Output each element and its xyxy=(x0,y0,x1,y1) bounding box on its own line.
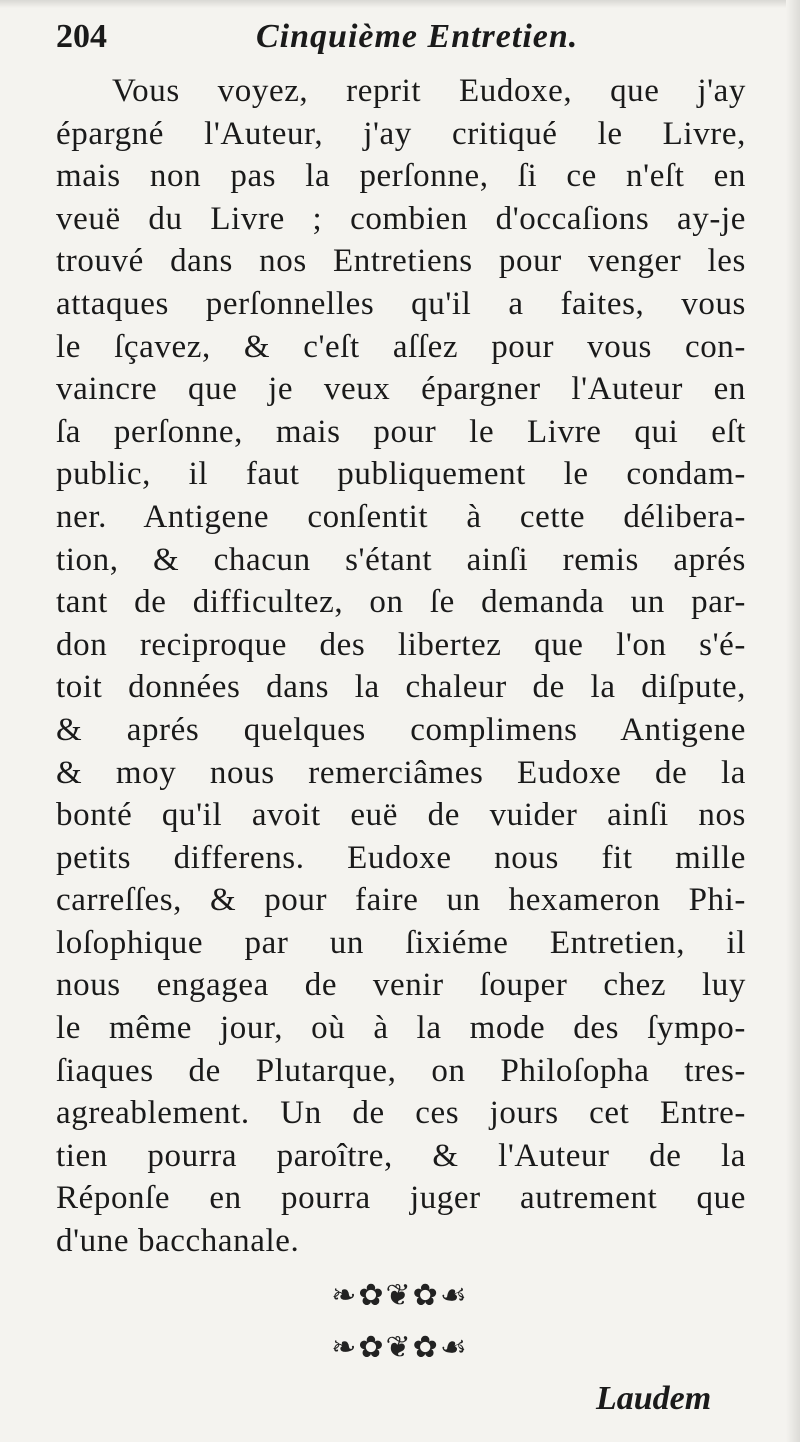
text-line: le même jour, où à la mode des ſympo- xyxy=(56,1010,746,1047)
text-line: & moy nous remerciâmes Eudoxe de la xyxy=(56,754,746,791)
text-line: mais non pas la perſonne, ſi ce n'eſt en xyxy=(56,158,746,195)
page-header xyxy=(56,18,756,66)
page-top-shadow xyxy=(0,0,800,8)
text-line: bonté qu'il avoit euë de vuider ainſi nos xyxy=(56,797,746,834)
text-line: attaques perſonnelles qu'il a faites, vous xyxy=(56,285,746,322)
page-gutter-shadow xyxy=(786,0,800,1442)
catchword: Laudem xyxy=(596,1380,712,1417)
text-line: don reciproque des libertez que l'on s'é- xyxy=(56,626,746,663)
text-line: veuë du Livre ; combien d'occaſions ay-je xyxy=(56,200,746,237)
fleuron-ornament-icon: ❧✿❦✿☙ xyxy=(331,1330,469,1365)
running-title: Cinquième Entretien. xyxy=(256,18,579,55)
text-line: ſiaques de Plutarque, on Philoſopha tres- xyxy=(56,1052,746,1089)
text-line-last: d'une bacchanale. xyxy=(56,1223,300,1260)
text-line: trouvé dans nos Entretiens pour venger les xyxy=(56,243,746,280)
text-line: carreſſes, & pour faire un hexameron Phi- xyxy=(56,882,746,919)
text-line: vaincre que je veux épargner l'Auteur en xyxy=(56,371,746,408)
text-line: tien pourra paroître, & l'Auteur de la xyxy=(56,1137,746,1174)
text-line: épargné l'Auteur, j'ay critiqué le Livre, xyxy=(56,115,746,152)
text-line: loſophique par un ſixiéme Entretien, il xyxy=(56,924,746,961)
text-line: le ſçavez, & c'eſt aſſez pour vous con- xyxy=(56,328,746,365)
text-line: & aprés quelques complimens Antigene xyxy=(56,711,746,748)
text-line: toit données dans la chaleur de la diſpute, xyxy=(56,669,746,706)
text-line: Réponſe en pourra juger autrement que xyxy=(56,1180,746,1217)
text-line: nous engagea de venir ſouper chez luy xyxy=(56,967,746,1004)
body-text xyxy=(56,70,746,1263)
text-line: agreablement. Un de ces jours cet Entre- xyxy=(56,1095,746,1132)
text-line: Vous voyez, reprit Eudoxe, que j'ay xyxy=(112,73,746,109)
text-line: tion, & chacun s'étant ainſi remis aprés xyxy=(56,541,746,578)
text-line: ner. Antigene conſentit à cette délibera- xyxy=(56,498,746,535)
text-line: petits differens. Eudoxe nous fit mille xyxy=(56,839,746,876)
text-line: tant de difficultez, on ſe demanda un par- xyxy=(56,584,746,621)
text-line: ſa perſonne, mais pour le Livre qui eſt xyxy=(56,413,746,450)
text-line: public, il faut publiquement le condam- xyxy=(56,456,746,493)
page-number: 204 xyxy=(56,18,107,55)
fleuron-ornament-icon: ❧✿❦✿☙ xyxy=(331,1278,469,1313)
